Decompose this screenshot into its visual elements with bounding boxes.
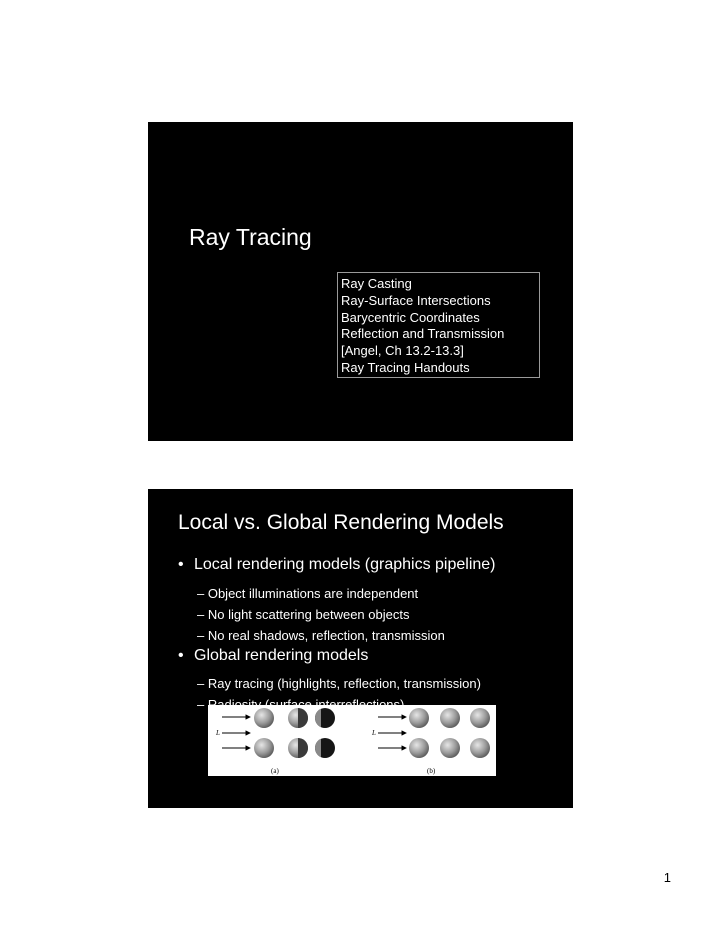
outline-item: Reflection and Transmission — [341, 326, 505, 342]
figure-caption: (b) — [427, 767, 436, 775]
sub-bullet-text: No light scattering between objects — [207, 607, 410, 622]
sphere — [470, 738, 490, 758]
slide-local-vs-global — [148, 489, 573, 808]
bullet-text: Local rendering models (graphics pipeline) — [194, 556, 496, 573]
sub-bullet-item: – No light scattering between objects — [197, 607, 410, 622]
light-label: L — [216, 729, 220, 737]
slide-title: Ray Tracing — [189, 224, 312, 250]
lit-half — [313, 735, 321, 765]
sphere — [409, 708, 429, 728]
light-label: L — [372, 729, 376, 737]
sphere — [470, 708, 490, 728]
sphere-figure-svg — [208, 705, 496, 776]
bullet-item — [178, 647, 368, 665]
outline-box — [337, 272, 540, 378]
slide-ray-tracing — [148, 122, 573, 441]
slide-title: Local vs. Global Rendering Models — [178, 511, 504, 534]
shadow-half — [298, 705, 310, 735]
page-number: 1 — [663, 870, 671, 885]
bullet-text: Global rendering models — [194, 647, 369, 664]
bullet-item — [178, 556, 496, 574]
sub-bullet-text: Object illuminations are independent — [207, 586, 419, 601]
shadow-half — [298, 735, 310, 765]
sphere — [254, 738, 274, 758]
sub-bullet-text: No real shadows, reflection, transmission — [207, 628, 445, 643]
sphere-lighting-figure — [208, 705, 496, 776]
outline-item: Barycentric Coordinates — [341, 309, 480, 325]
bullet-dot-icon: • — [178, 556, 184, 573]
sub-bullet-text: Ray tracing (highlights, reflection, transmission) — [207, 676, 481, 691]
sub-bullet-item: – Object illuminations are independent — [197, 586, 419, 601]
sub-bullet-item: – Ray tracing (highlights, reflection, transmission) — [197, 676, 481, 691]
sub-bullet-item: – No real shadows, reflection, transmission — [197, 628, 445, 643]
outline-item: Ray-Surface Intersections — [341, 292, 491, 308]
outline-item: Ray Tracing Handouts — [341, 359, 470, 375]
outline-item: Ray Casting — [341, 276, 412, 291]
sub-bullet-item: – — [197, 697, 404, 712]
sphere — [440, 708, 460, 728]
sphere — [440, 738, 460, 758]
sphere — [254, 708, 274, 728]
outline-item: [Angel, Ch 13.2-13.3] — [341, 343, 464, 359]
lit-half — [313, 705, 321, 735]
bullet-dot-icon: • — [178, 647, 184, 664]
figure-caption: (a) — [271, 767, 279, 775]
sphere — [409, 738, 429, 758]
